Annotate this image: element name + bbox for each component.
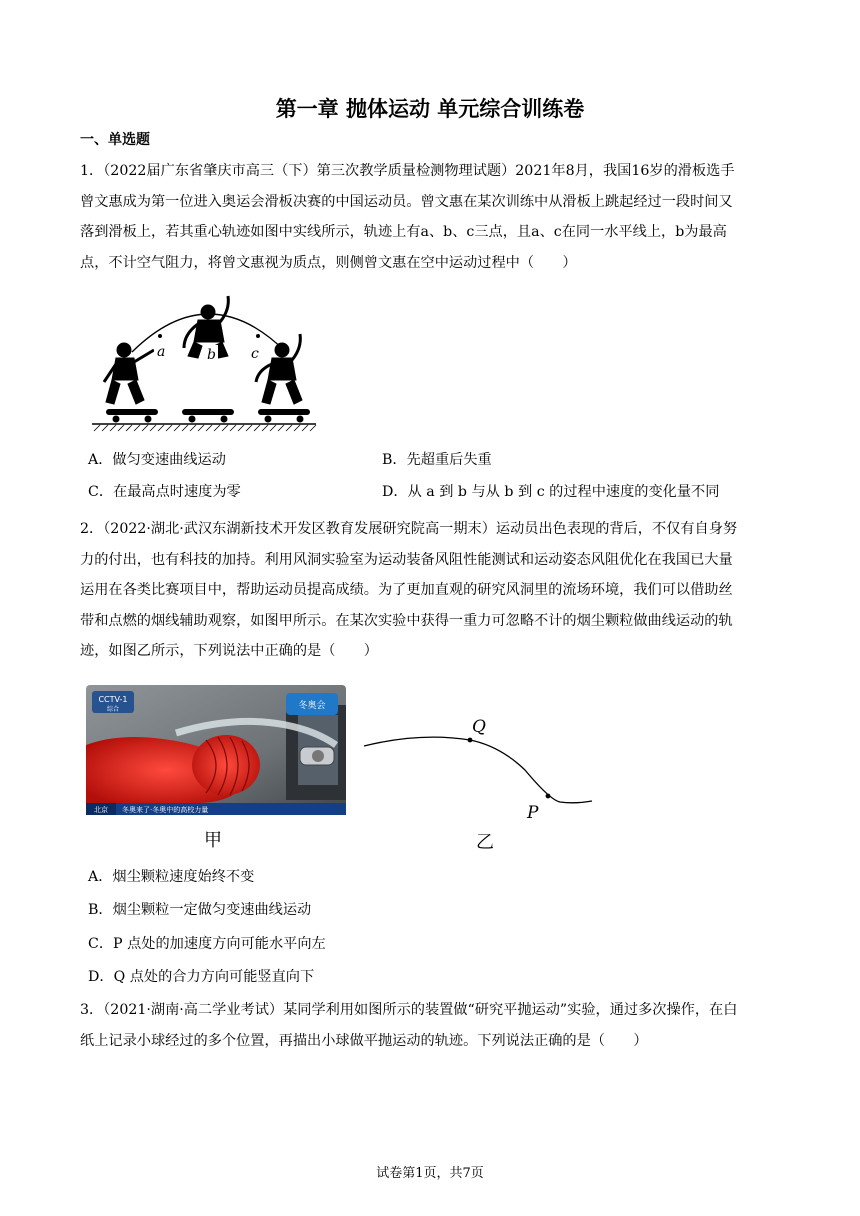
q1-option-b: B．先超重后失重 [382, 452, 492, 468]
question-1-text [80, 156, 784, 278]
q1-option-a: A．做匀变速曲线运动 [88, 452, 226, 468]
q2-option-d: D．Q 点处的合力方向可能竖直向下 [88, 969, 315, 985]
page-title: 第一章 抛体运动 单元综合训练卷 [275, 97, 585, 121]
figure-jia-label: 甲 [204, 830, 222, 851]
q2-option-c: C．P 点处的加速度方向可能水平向左 [88, 936, 326, 952]
tv-channel-sub: 综合 [106, 706, 120, 713]
particle-trajectory-figure [360, 708, 600, 824]
wind-tunnel-photo [86, 685, 346, 815]
q2-line: 带和点燃的烟线辅助观察，如图甲所示。在某次实验中获得一重力可忽略不计的烟尘颗粒做曲线运动的轨 [80, 612, 733, 629]
q1-line: 1．（2022届广东省肇庆市高三（下）第三次教学质量检测物理试题）2021年8月，我国16岁的滑板选手 [80, 163, 735, 179]
q3-line: 纸上记录小球经过的多个位置，再描出小球做平抛运动的轨迹。下列说法正确的是（ ） [80, 1032, 648, 1049]
q3-line: 3．（2021·湖南·高二学业考试）某同学利用如图所示的装置做“研究平抛运动”实验，通过多次操作，在白 [80, 1002, 738, 1018]
q1-line: 曾文惠成为第一位进入奥运会滑板决赛的中国运动员。曾文惠在某次训练中从滑板上跳起经过一段时间又 [80, 193, 733, 210]
point-c-label: c [251, 346, 259, 362]
section-heading: 一、单选题 [80, 132, 150, 148]
q2-line: 迹，如图乙所示，下列说法中正确的是（ ） [80, 643, 378, 659]
point-q-label: Q [472, 717, 486, 737]
q2-line: 运用在各类比赛项目中，帮助运动员提高成绩。为了更加直观的研究风洞里的流场环境，我们可以借助丝 [80, 582, 733, 598]
point-a-label: a [157, 344, 166, 360]
q2-option-a: A．烟尘颗粒速度始终不变 [88, 869, 255, 885]
question-3-text [80, 995, 784, 1056]
caption-city: 北京 [94, 806, 108, 814]
q2-option-b: B．烟尘颗粒一定做匀变速曲线运动 [88, 902, 312, 918]
figure-yi-label: 乙 [476, 832, 494, 853]
q2-line: 2．（2022·湖北·武汉东湖新技术开发区教育发展研究院高一期末）运动员出色表现的背后，不仅有自身努 [80, 521, 738, 537]
tv-channel-logo: CCTV-1 [98, 695, 128, 704]
corner-badge: 冬奥会 [298, 701, 326, 711]
q1-option-c: C．在最高点时速度为零 [88, 484, 241, 500]
q1-option-d: D．从 a 到 b 与从 b 到 c 的过程中速度的变化量不同 [382, 484, 720, 500]
point-p-label: P [527, 803, 539, 823]
caption-text: 冬奥来了·冬奥中的高校力量 [122, 806, 209, 814]
skateboard-trajectory-figure [88, 290, 320, 432]
q2-line: 力的付出，也有科技的加持。利用风洞实验室为运动装备风阻性能测试和运动姿态风阻优化在我国已大量 [80, 551, 733, 568]
point-b-label: b [207, 347, 216, 363]
q1-line: 落到滑板上，若其重心轨迹如图中实线所示，轨迹上有a、b、c三点，且a、c在同一水平线上，b为最高 [80, 224, 727, 240]
q1-line: 点，不计空气阻力，将曾文惠视为质点，则侧曾文惠在空中运动过程中（ ） [80, 254, 577, 271]
question-2-text [80, 514, 784, 667]
page-footer: 试卷第1页，共7页 [376, 1166, 484, 1181]
